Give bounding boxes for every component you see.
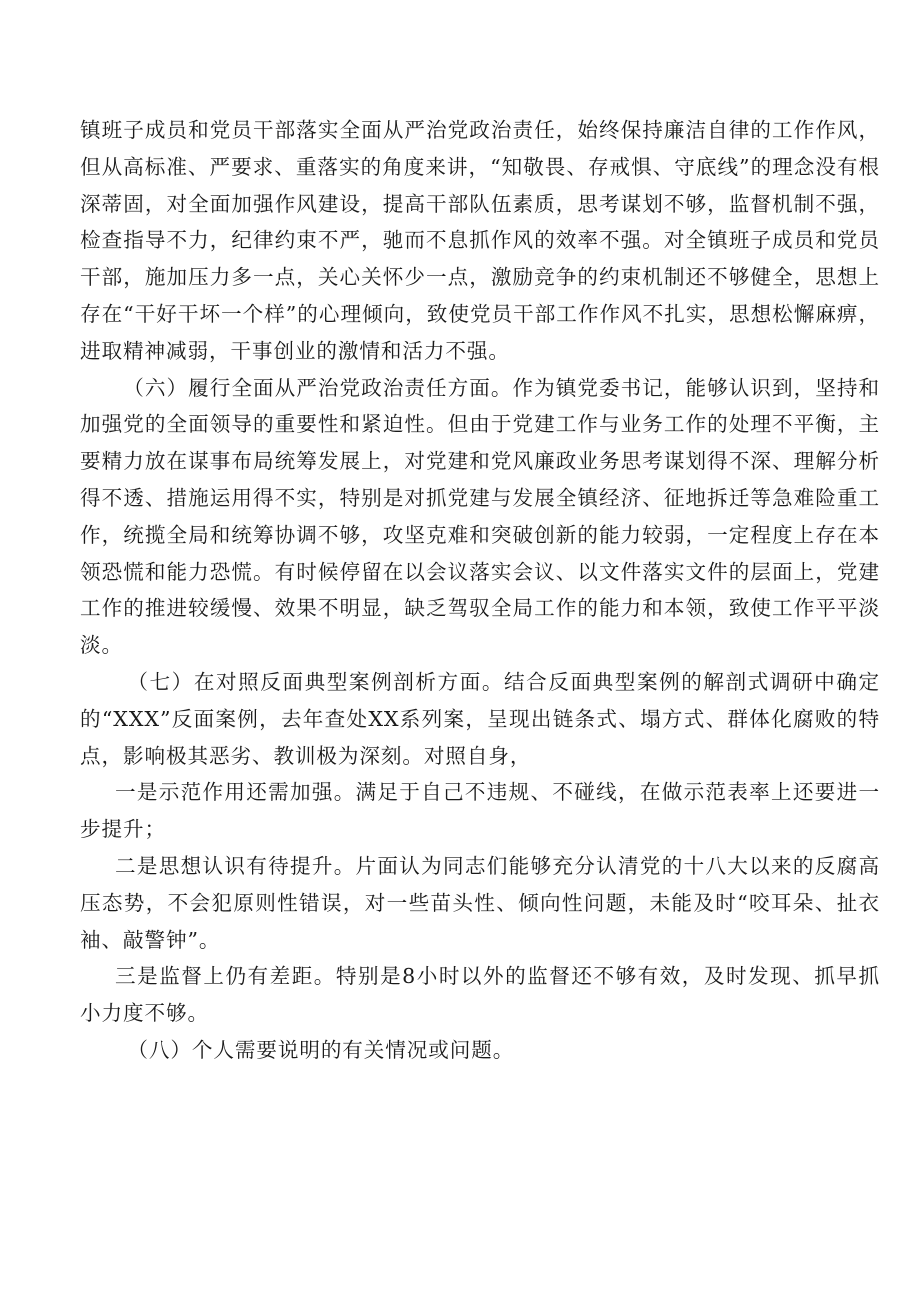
paragraph-style-work: 镇班子成员和党员干部落实全面从严治党政治责任，始终保持廉洁自律的工作作风，但从高标准、严要求、重落实的角度来讲，“知敬畏、存戒惧、守底线”的理念没有根深蒂固，对全面加强作风建设，提高干部队伍素质，思考谋划不够，监督机制不强，检查指导不力，纪律约束不严，驰而不息抓作风的效率不强。对全镇班子成员和党员干部，施加压力多一点，关心关怀少一点，激励竞争的约束机制还不够健全，思想上存在“干好干坏一个样”的心理倾向，致使党员干部工作作风不扎实，思想松懈麻痹，进取精神减弱，干事创业的激情和活力不强。 bbox=[80, 118, 880, 363]
paragraph-section-6: （六）履行全面从严治党政治责任方面。作为镇党委书记，能够认识到，坚持和加强党的全面领导的重要性和紧迫性。但由于党建工作与业务工作的处理不平衡，主要精力放在谋事布局统筹发展上，对党建和党风廉政业务思考谋划得不深、理解分析得不透、措施运用得不实，特别是对抓党建与发展全镇经济、征地拆迁等急难险重工作，统揽全局和统筹协调不够，攻坚克难和突破创新的能力较弱，一定程度上存在本领恐慌和能力恐慌。有时候停留在以会议落实会议、以文件落实文件的层面上，党建工作的推进较缓慢、效果不明显，缺乏驾驭全局工作的能力和本领，致使工作平平淡淡。 bbox=[80, 375, 880, 658]
document-body bbox=[80, 112, 880, 1069]
paragraph-section-7: （七）在对照反面典型案例剖析方面。结合反面典型案例的解剖式调研中确定的“XXX”反面案例，去年查处XX系列案，呈现出链条式、塌方式、群体化腐败的特点，影响极其恶劣、教训极为深刻。对照自身， bbox=[80, 669, 880, 768]
paragraph-point-2: 二是思想认识有待提升。片面认为同志们能够充分认清党的十八大以来的反腐高压态势，不会犯原则性错误，对一些苗头性、倾向性问题，未能及时“咬耳朵、扯衣袖、敲警钟”。 bbox=[80, 853, 880, 952]
paragraph-point-1: 一是示范作用还需加强。满足于自己不违规、不碰线，在做示范表率上还要进一步提升； bbox=[80, 780, 880, 842]
paragraph-point-3: 三是监督上仍有差距。特别是8小时以外的监督还不够有效，及时发现、抓早抓小力度不够。 bbox=[80, 964, 880, 1026]
paragraph-section-8: （八）个人需要说明的有关情况或问题。 bbox=[127, 1037, 515, 1062]
